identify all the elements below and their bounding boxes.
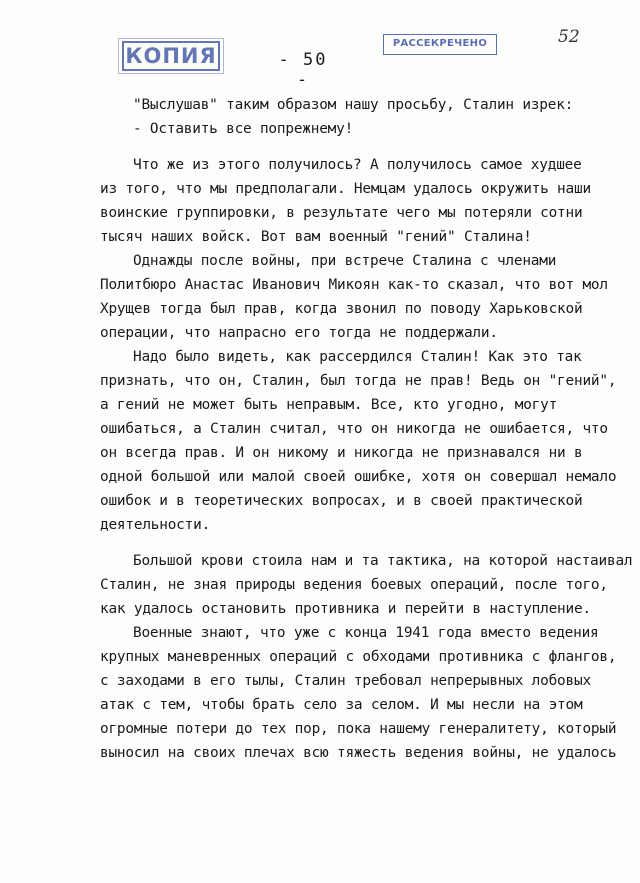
text-line: как удалось остановить противника и перейти в наступление. <box>100 601 591 617</box>
text-line: Что же из этого получилось? А получилось самое худшее <box>133 157 582 173</box>
text-line: крупных маневренных операций с обходами противника с флангов, <box>100 649 617 665</box>
text-line: Большой крови стоила нам и та тактика, на которой настаивал <box>133 553 633 569</box>
text-line: Однажды после войны, при встрече Сталина с членами <box>133 253 557 269</box>
text-line: тысяч наших войск. Вот вам военный "гений" Сталина! <box>100 229 532 245</box>
handwritten-page-number: 52 <box>558 27 580 47</box>
text-line: атак с тем, чтобы брать село за селом. И мы несли на этом <box>100 697 583 713</box>
text-line: - Оставить все попрежнему! <box>133 121 354 137</box>
declassified-stamp: РАССЕКРЕЧЕНО <box>383 34 497 55</box>
copy-stamp: КОПИЯ <box>122 41 220 71</box>
text-line: операции, что напрасно его тогда не поддержали. <box>100 325 498 341</box>
text-line: ошибок и в теоретических вопросах, и в своей практической <box>100 493 583 509</box>
text-line: выносил на своих плечах всю тяжесть ведения войны, не удалось <box>100 745 617 761</box>
text-line: одной большой или малой своей ошибке, хотя он совершал немало <box>100 469 617 485</box>
text-line: с заходами в его тылы, Сталин требовал непрерывных лобовых <box>100 673 591 689</box>
text-line: из того, что мы предполагали. Немцам удалось окружить наши <box>100 181 591 197</box>
text-line: Военные знают, что уже с конца 1941 года вместо ведения <box>133 625 599 641</box>
text-line: деятельности. <box>100 517 211 533</box>
text-line: Надо было видеть, как рассердился Сталин! Как это так <box>133 349 582 365</box>
text-line: Политбюро Анастас Иванович Микоян как-то сказал, что вот мол <box>100 277 608 293</box>
text-line: ошибаться, а Сталин считал, что он никогда не ошибается, что <box>100 421 608 437</box>
text-line: Сталин, не зная природы ведения боевых операций, после того, <box>100 577 608 593</box>
text-line: "Выслушав" таким образом нашу просьбу, Сталин изрек: <box>133 97 574 113</box>
text-line: признать, что он, Сталин, был тогда не прав! Ведь он "гений", <box>100 373 617 389</box>
text-line: огромные потери до тех пор, пока нашему генералитету, который <box>100 721 617 737</box>
text-line: он всегда прав. И он никому и никогда не признавался ни в <box>100 445 583 461</box>
text-line: воинские группировки, в результате чего мы потеряли сотни <box>100 205 583 221</box>
text-line: а гений не может быть неправым. Все, кто угодно, могут <box>100 397 558 413</box>
text-line: Хрущев тогда был прав, когда звонил по поводу Харьковской <box>100 301 583 317</box>
typed-page-number: - 50 - <box>278 50 328 90</box>
